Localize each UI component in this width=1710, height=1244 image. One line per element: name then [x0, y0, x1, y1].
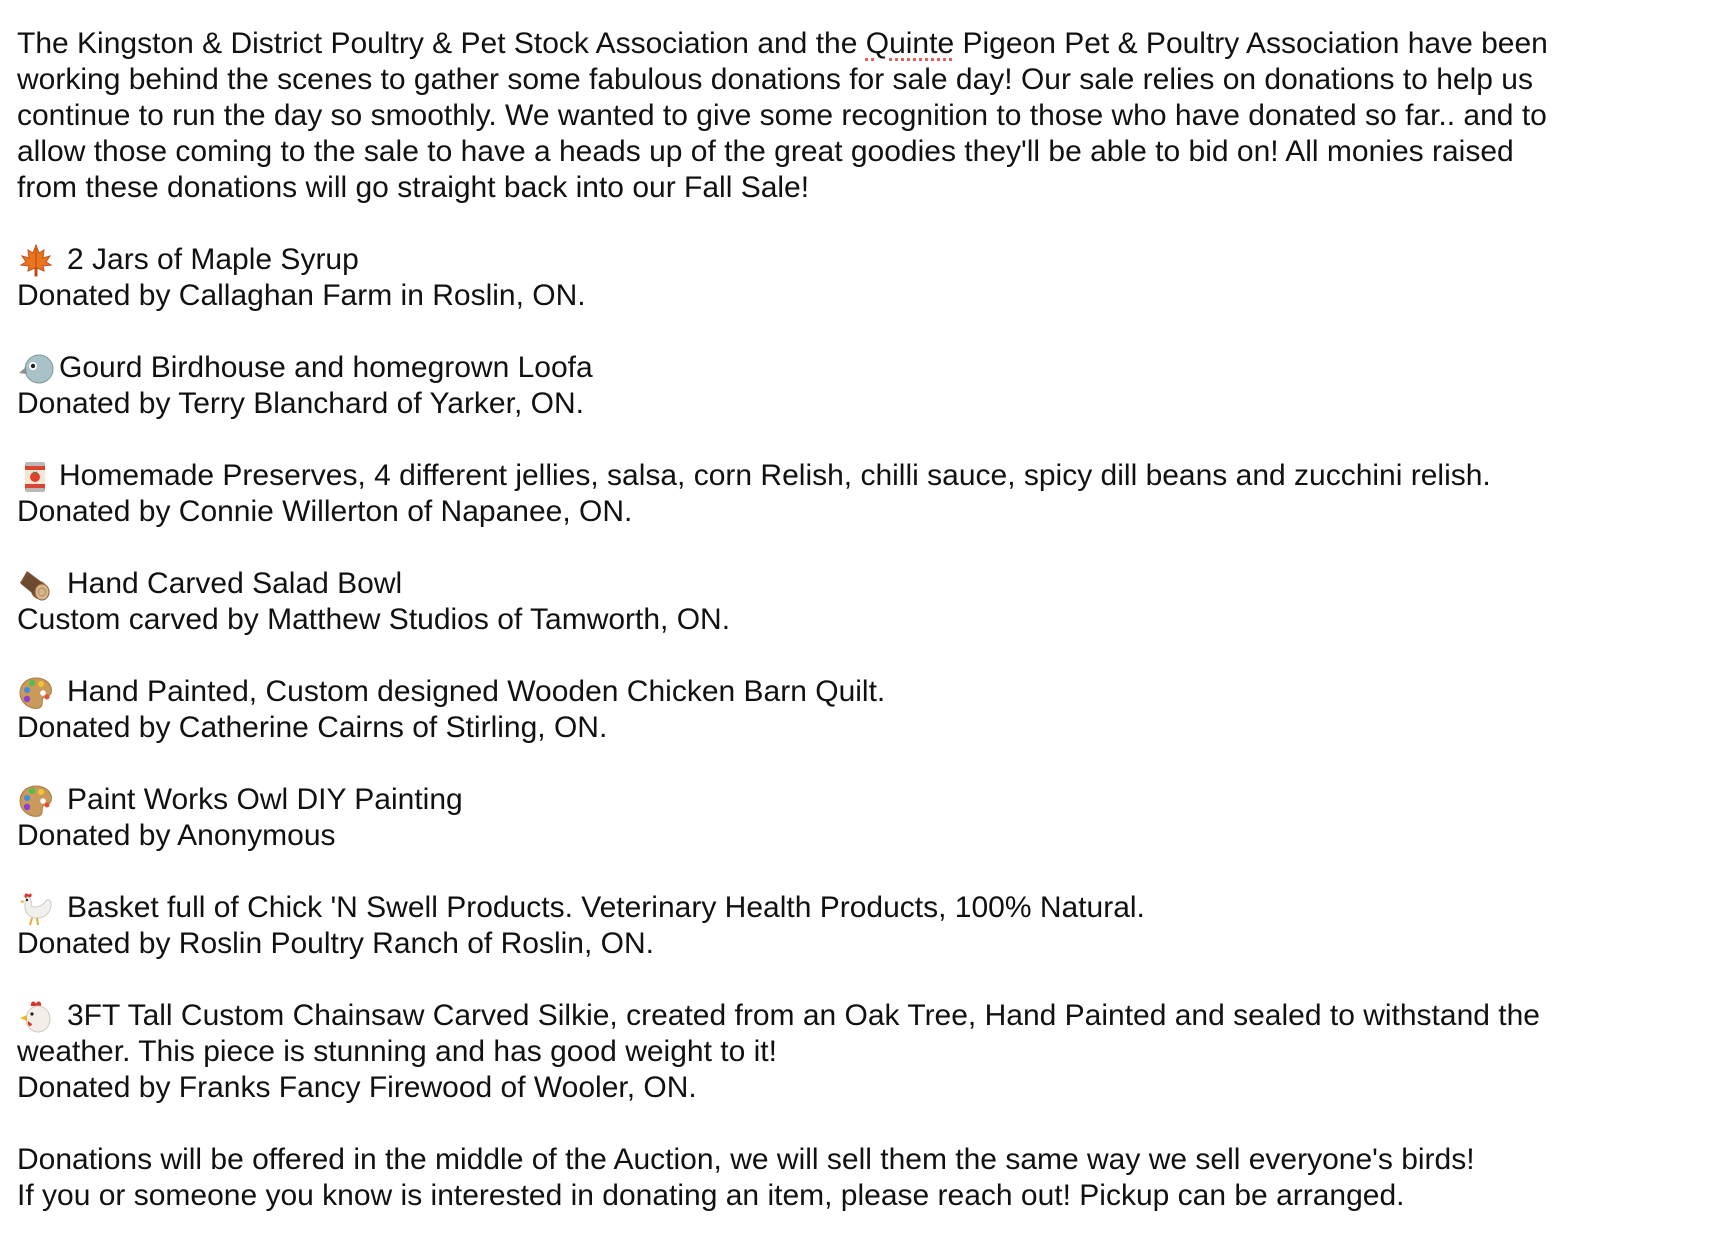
blank-line: [17, 638, 1697, 674]
donation-title: Gourd Birdhouse and homegrown Loofa: [59, 351, 593, 384]
artist-palette-icon: [17, 782, 55, 818]
blank-line: [17, 422, 1697, 458]
donation-donor: Donated by Connie Willerton of Napanee, ON.: [17, 495, 633, 528]
donation-title: Homemade Preserves, 4 different jellies, salsa, corn Relish, chilli sauce, spicy dill beans and zucchini relish.: [59, 459, 1491, 492]
intro-line: [17, 26, 1697, 62]
donation-title: Basket full of Chick 'N Swell Products. Veterinary Health Products, 100% Natural.: [67, 891, 1145, 924]
spellcheck-word[interactable]: Quinte: [865, 27, 955, 60]
chicken-icon: [17, 998, 55, 1034]
donation-title: Paint Works Owl DIY Painting: [67, 783, 463, 816]
donation-title-line: [17, 782, 1697, 818]
intro-paragraph: [17, 26, 1697, 206]
donation-donor: Donated by Catherine Cairns of Stirling, ON.: [17, 711, 608, 744]
donation-title: 3FT Tall Custom Chainsaw Carved Silkie, created from an Oak Tree, Hand Painted and sealed to withstand the: [67, 999, 1540, 1032]
donation-donor: Donated by Terry Blanchard of Yarker, ON.: [17, 387, 584, 420]
blank-line: [17, 314, 1697, 350]
blank-line: [17, 962, 1697, 998]
closing-line: If you or someone you know is interested in donating an item, please reach out! Pickup can be arranged.: [17, 1179, 1405, 1212]
donation-title: Hand Painted, Custom designed Wooden Chicken Barn Quilt.: [67, 675, 886, 708]
donation-donor: Donated by Callaghan Farm in Roslin, ON.: [17, 279, 586, 312]
donation-item: [17, 458, 1697, 530]
donation-item: [17, 998, 1697, 1106]
intro-line: from these donations will go straight back into our Fall Sale!: [17, 171, 810, 204]
artist-palette-icon: [17, 674, 55, 710]
closing-paragraph: [17, 1142, 1697, 1214]
rooster-icon: [17, 890, 55, 926]
donation-title: 2 Jars of Maple Syrup: [67, 243, 359, 276]
bird-icon: [17, 350, 55, 386]
donation-donor: Donated by Anonymous: [17, 819, 336, 852]
blank-line: [17, 530, 1697, 566]
intro-line: working behind the scenes to gather some fabulous donations for sale day! Our sale relies on donations to help us: [17, 63, 1533, 96]
donation-item: [17, 674, 1697, 746]
intro-text: The Kingston & District Poultry & Pet Stock Association and the: [17, 27, 866, 60]
donation-title-line: [17, 458, 1697, 494]
donation-donor: Custom carved by Matthew Studios of Tamworth, ON.: [17, 603, 731, 636]
donation-title-line: [17, 674, 1697, 710]
blank-line: [17, 854, 1697, 890]
wood-icon: [17, 566, 55, 602]
maple-leaf-icon: [17, 242, 55, 278]
intro-text: Pigeon Pet & Poultry Association have been: [954, 27, 1548, 60]
donation-title-line: [17, 566, 1697, 602]
closing-line: Donations will be offered in the middle of the Auction, we will sell them the same way we sell everyone's birds!: [17, 1143, 1475, 1176]
donation-item: [17, 566, 1697, 638]
donation-post: [17, 26, 1697, 1214]
intro-line: continue to run the day so smoothly. We wanted to give some recognition to those who have donated so far.. and to: [17, 99, 1547, 132]
donation-item: [17, 350, 1697, 422]
blank-line: [17, 1106, 1697, 1142]
donation-title-line: [17, 242, 1697, 278]
intro-line: allow those coming to the sale to have a heads up of the great goodies they'll be able to bid on! All monies raised: [17, 135, 1514, 168]
donation-title-line: [17, 998, 1697, 1034]
donation-donor: Donated by Franks Fancy Firewood of Wooler, ON.: [17, 1071, 697, 1104]
donation-title-line: [17, 350, 1697, 386]
donation-title-continuation: weather. This piece is stunning and has good weight to it!: [17, 1035, 777, 1068]
donation-donor: Donated by Roslin Poultry Ranch of Roslin, ON.: [17, 927, 654, 960]
donation-title: Hand Carved Salad Bowl: [67, 567, 403, 600]
donation-item: [17, 242, 1697, 314]
canned-food-icon: [17, 458, 55, 494]
donation-item: [17, 782, 1697, 854]
blank-line: [17, 746, 1697, 782]
donation-title-line: [17, 890, 1697, 926]
blank-line: [17, 206, 1697, 242]
donation-item: [17, 890, 1697, 962]
